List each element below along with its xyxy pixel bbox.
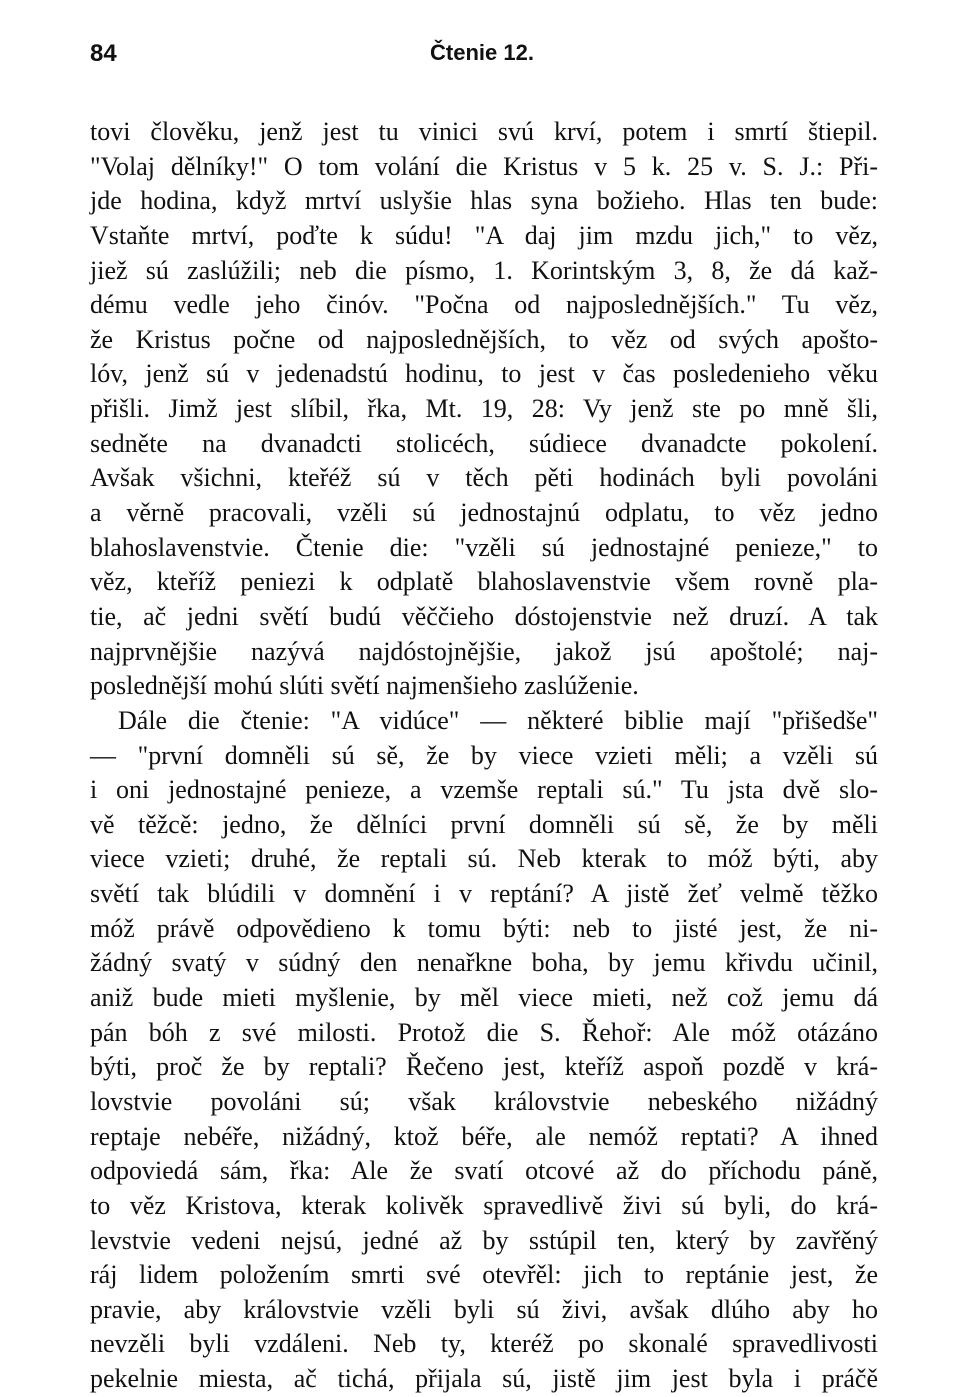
text-line: móž právě odpovědieno k tomu býti: neb to jisté jest, že ni- — [90, 913, 878, 943]
text-line: pravie, aby královstvie vzěli byli sú živi, avšak dlúho aby ho — [90, 1294, 878, 1324]
text-line: odpoviedá sám, řka: Ale že svatí otcové až do příchodu páně, — [90, 1156, 878, 1186]
text-line: lovstvie povoláni sú; však královstvie nebeského nižádný — [90, 1086, 878, 1116]
page-header — [90, 40, 878, 70]
text-line: jiež sú zaslúžili; neb die písmo, 1. Korintským 3, 8, že dá kaž- — [90, 255, 878, 285]
text-line: věz, kteříž peniezi k odplatě blahoslavenstvie všem rovně pla- — [90, 567, 878, 597]
text-line: pekelnie miesta, ač tichá, přijala sú, jistě jim jest byla i práčě — [90, 1364, 878, 1394]
text-line: reptaje nebéře, nižádný, ktož béře, ale nemóž reptati? A ihned — [90, 1121, 878, 1151]
text-line: jde hodina, když mrtví uslyšie hlas syna božieho. Hlas ten bude: — [90, 186, 878, 216]
text-line: poslednější mohú slúti světí najmenšieho zaslúženie. — [90, 671, 639, 701]
text-line: tie, ač jedni světí budú věččieho dóstojenstvie než druzí. A tak — [90, 601, 878, 631]
text-line: světí tak blúdili v domnění i v reptání? A jistě žeť velmě těžko — [90, 879, 878, 909]
text-line: přišli. Jimž jest slíbil, řka, Mt. 19, 28: Vy jenž ste po mně šli, — [90, 394, 878, 424]
text-line: pán bóh z své milosti. Protož die S. Řehoř: Ale móž otázáno — [90, 1017, 878, 1047]
text-line: Vstaňte mrtví, poďte k súdu! "A daj jim mzdu jich," to věz, — [90, 220, 878, 250]
text-line: levstvie vedeni nejsú, jedné až by sstúpil ten, který by zavřěný — [90, 1225, 878, 1255]
text-line: býti, proč že by reptali? Řečeno jest, kteříž aspoň pozdě v krá- — [90, 1052, 878, 1082]
text-line: žádný svatý v súdný den nenařkne boha, by jemu křivdu učinil, — [90, 948, 878, 978]
text-line: sedněte na dvanadcti stolicéch, súdiece dvanadcte pokolení. — [90, 428, 878, 458]
running-head: Čtenie 12. — [430, 40, 534, 65]
page-number: 84 — [90, 40, 117, 67]
text-line: najprvnějšie nazývá najdóstojnějšie, jakož jsú apoštolé; naj- — [90, 636, 878, 666]
text-line: Dále die čtenie: "A vidúce" — některé biblie mají "přišedše" — [118, 705, 878, 735]
body-text — [90, 115, 878, 1397]
text-line: viece vzieti; druhé, že reptali sú. Neb kterak to móž býti, aby — [90, 844, 878, 874]
text-line: blahoslavenstvie. Čtenie die: "vzěli sú jednostajné penieze," to — [90, 532, 878, 562]
text-line: i oni jednostajné penieze, a vzemše reptali sú." Tu jsta dvě slo- — [90, 775, 878, 805]
text-line: — "první domněli sú sě, že by viece vzieti měli; a vzěli sú — [90, 740, 878, 770]
text-line: vě těžcě: jedno, že dělníci první domněli sú sě, že by měli — [90, 809, 878, 839]
text-line: "Volaj dělníky!" O tom volání die Kristus v 5 k. 25 v. S. J.: Při- — [90, 151, 878, 181]
text-line: aniž bude mieti myšlenie, by měl viece mieti, než což jemu dá — [90, 983, 878, 1013]
text-line: ráj lidem položením smrti své otevřěl: jich to reptánie jest, že — [90, 1260, 878, 1290]
text-line: lóv, jenž sú v jedenadstú hodinu, to jest v čas posledenieho věku — [90, 359, 878, 389]
text-line: dému vedle jeho činóv. "Počna od najposlednějších." Tu věz, — [90, 290, 878, 320]
text-line: že Kristus počne od najposlednějších, to věz od svých apošto- — [90, 324, 878, 354]
text-line: to věz Kristova, kterak kolivěk spravedlivě živi sú byli, do krá- — [90, 1190, 878, 1220]
text-line: Avšak všichni, kteřéž sú v těch pěti hodinách byli povoláni — [90, 463, 878, 493]
text-line: tovi člověku, jenž jest tu vinici svú krví, potem i smrtí štiepil. — [90, 117, 878, 146]
text-line: nevzěli byli vzdáleni. Neb ty, kteréž po skonalé spravedlivosti — [90, 1329, 878, 1359]
text-line: a věrně pracovali, vzěli sú jednostajnú odplatu, to věz jedno — [90, 498, 878, 528]
